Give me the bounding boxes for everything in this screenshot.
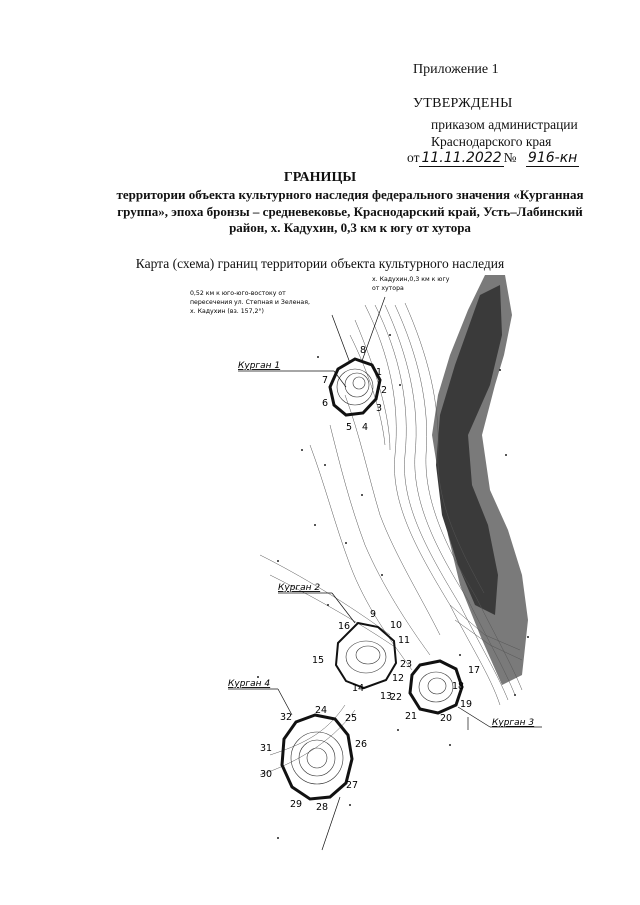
point-15: 15 [312, 655, 325, 666]
point-25: 25 [345, 713, 358, 724]
point-30: 30 [260, 769, 273, 780]
order-prefix: от [407, 150, 420, 165]
point-7: 7 [322, 375, 329, 386]
point-29: 29 [290, 799, 303, 810]
order-line [407, 150, 579, 166]
point-5: 5 [346, 422, 353, 433]
document-title: ГРАНИЦЫ [283, 170, 357, 185]
note-hamlet-line1: х. Кадухин,0,3 км к югу [372, 276, 450, 283]
point-23: 23 [400, 659, 413, 670]
point-1: 1 [376, 367, 383, 378]
point-9: 9 [370, 609, 377, 620]
point-6: 6 [322, 398, 329, 409]
point-16: 16 [338, 621, 351, 632]
point-12: 12 [392, 673, 405, 684]
point-21: 21 [405, 711, 418, 722]
point-19: 19 [460, 699, 473, 710]
point-20: 20 [440, 713, 453, 724]
point-2: 2 [381, 385, 388, 396]
map-caption: Карта (схема) границ территории объекта культурного наследия [135, 256, 505, 271]
kurgan-1-label: Курган 1 [238, 361, 281, 371]
point-32: 32 [280, 712, 293, 723]
point-26: 26 [355, 739, 368, 750]
point-17: 17 [468, 665, 481, 676]
document-subtitle: территории объекта культурного наследия федерального значения «Курганная группа», эпоха бронзы – средневековье, Краснодарский край, Усть–Лабинский район, х. Кадухин, 0,3 км к югу от хутора [116, 187, 584, 235]
point-10: 10 [390, 620, 403, 631]
point-28: 28 [316, 802, 329, 813]
order-number-sign: № [503, 150, 517, 165]
kurgan-2-label: Курган 2 [278, 583, 321, 593]
approved-region-line: Краснодарского края [431, 134, 552, 149]
approved-by-line: приказом администрации [431, 117, 578, 132]
point-4: 4 [362, 422, 369, 433]
point-18: 18 [452, 681, 465, 692]
point-24: 24 [315, 705, 328, 716]
kurgan-4-label: Курган 4 [228, 679, 271, 689]
order-number: 916-кн [527, 150, 578, 166]
kurgan-4 [282, 715, 352, 799]
point-11: 11 [398, 635, 411, 646]
point-22: 22 [390, 692, 403, 703]
note-hamlet-line2: от хутора [372, 285, 404, 292]
approved-heading: УТВЕРЖДЕНЫ [413, 96, 513, 111]
point-27: 27 [346, 780, 359, 791]
appendix-label: Приложение 1 [413, 62, 499, 77]
order-date: 11.11.2022 [421, 150, 502, 166]
point-31: 31 [260, 743, 273, 754]
kurgan-1 [330, 359, 383, 415]
point-3: 3 [376, 403, 383, 414]
note-kurgan1-line3: х. Кадухин (вз. 157,2°) [190, 308, 264, 315]
point-13: 13 [380, 691, 393, 702]
note-kurgan1-line1: 0,52 км к юго-юго-востоку от [190, 290, 286, 297]
boundary-map [150, 275, 580, 855]
point-8: 8 [360, 345, 367, 356]
kurgan-3-label: Курган 3 [492, 718, 535, 728]
point-14: 14 [352, 683, 365, 694]
note-kurgan1-line2: пересечения ул. Степная и Зеленая, [190, 299, 310, 306]
